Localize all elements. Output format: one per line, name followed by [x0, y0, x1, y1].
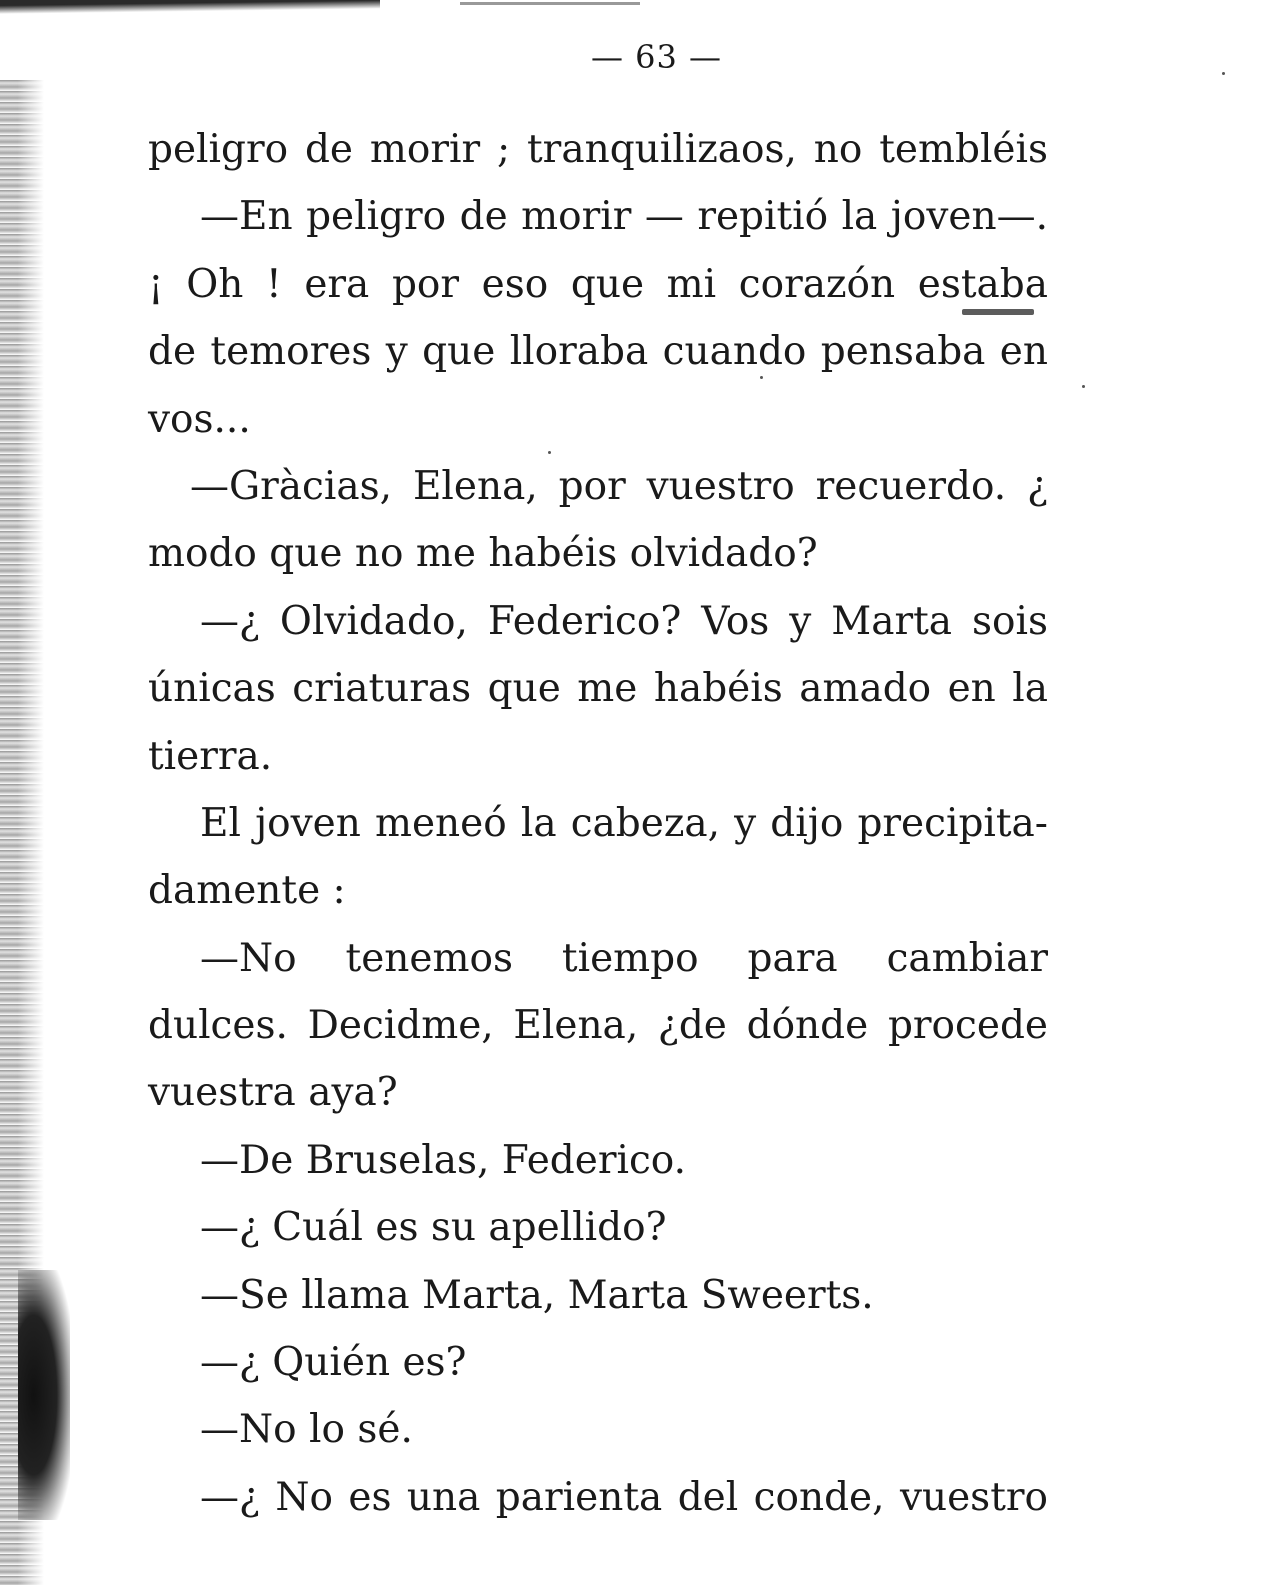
scan-top-mark: [460, 2, 640, 5]
text-line: tierra.: [148, 733, 273, 779]
text-line: —¿ Olvidado, Federico? Vos y Marta sois: [200, 598, 1048, 644]
scan-top-edge: [0, 0, 380, 14]
text-line: damente :: [148, 868, 346, 914]
text-line: únicas criaturas que me habéis amado en la: [148, 666, 1048, 712]
text-line: —¿ No es una parienta del conde, vuestro: [200, 1474, 1048, 1520]
page-number: — 63 —: [590, 38, 723, 76]
text-line: —En peligro de morir — repitió la joven—.: [200, 194, 1048, 240]
text-line: —Se llama Marta, Marta Sweerts.: [200, 1272, 874, 1318]
text-line: vuestra aya?: [148, 1070, 398, 1116]
text-line: —Gràcias, Elena, por vuestro recuerdo. ¿: [190, 463, 1048, 509]
text-line: peligro de morir ; tranquilizaos, no tembléis: [148, 127, 1048, 172]
text-line: de temores y que lloraba cuando pensaba en: [148, 329, 1048, 375]
text-line: —¿ Cuál es su apellido?: [200, 1205, 667, 1251]
text-line: —¿ Quién es?: [200, 1340, 467, 1386]
text-line: modo que no me habéis olvidado?: [148, 531, 818, 577]
text-line: dulces. Decidme, Elena, ¿de dónde procede: [148, 1003, 1048, 1049]
text-line: —No lo sé.: [200, 1407, 413, 1453]
text-line: —No tenemos tiempo para cambiar: [200, 935, 1048, 981]
text-line: —De Bruselas, Federico.: [200, 1137, 686, 1183]
text-line: ¡ Oh ! era por eso que mi corazón estaba: [148, 261, 1048, 307]
text-line: vos...: [148, 396, 251, 442]
text-line: El joven meneó la cabeza, y dijo precipita-: [200, 800, 1048, 846]
scan-binding-shadow: [18, 1270, 70, 1520]
body-text: [148, 116, 1048, 1531]
speck: [1082, 385, 1085, 388]
